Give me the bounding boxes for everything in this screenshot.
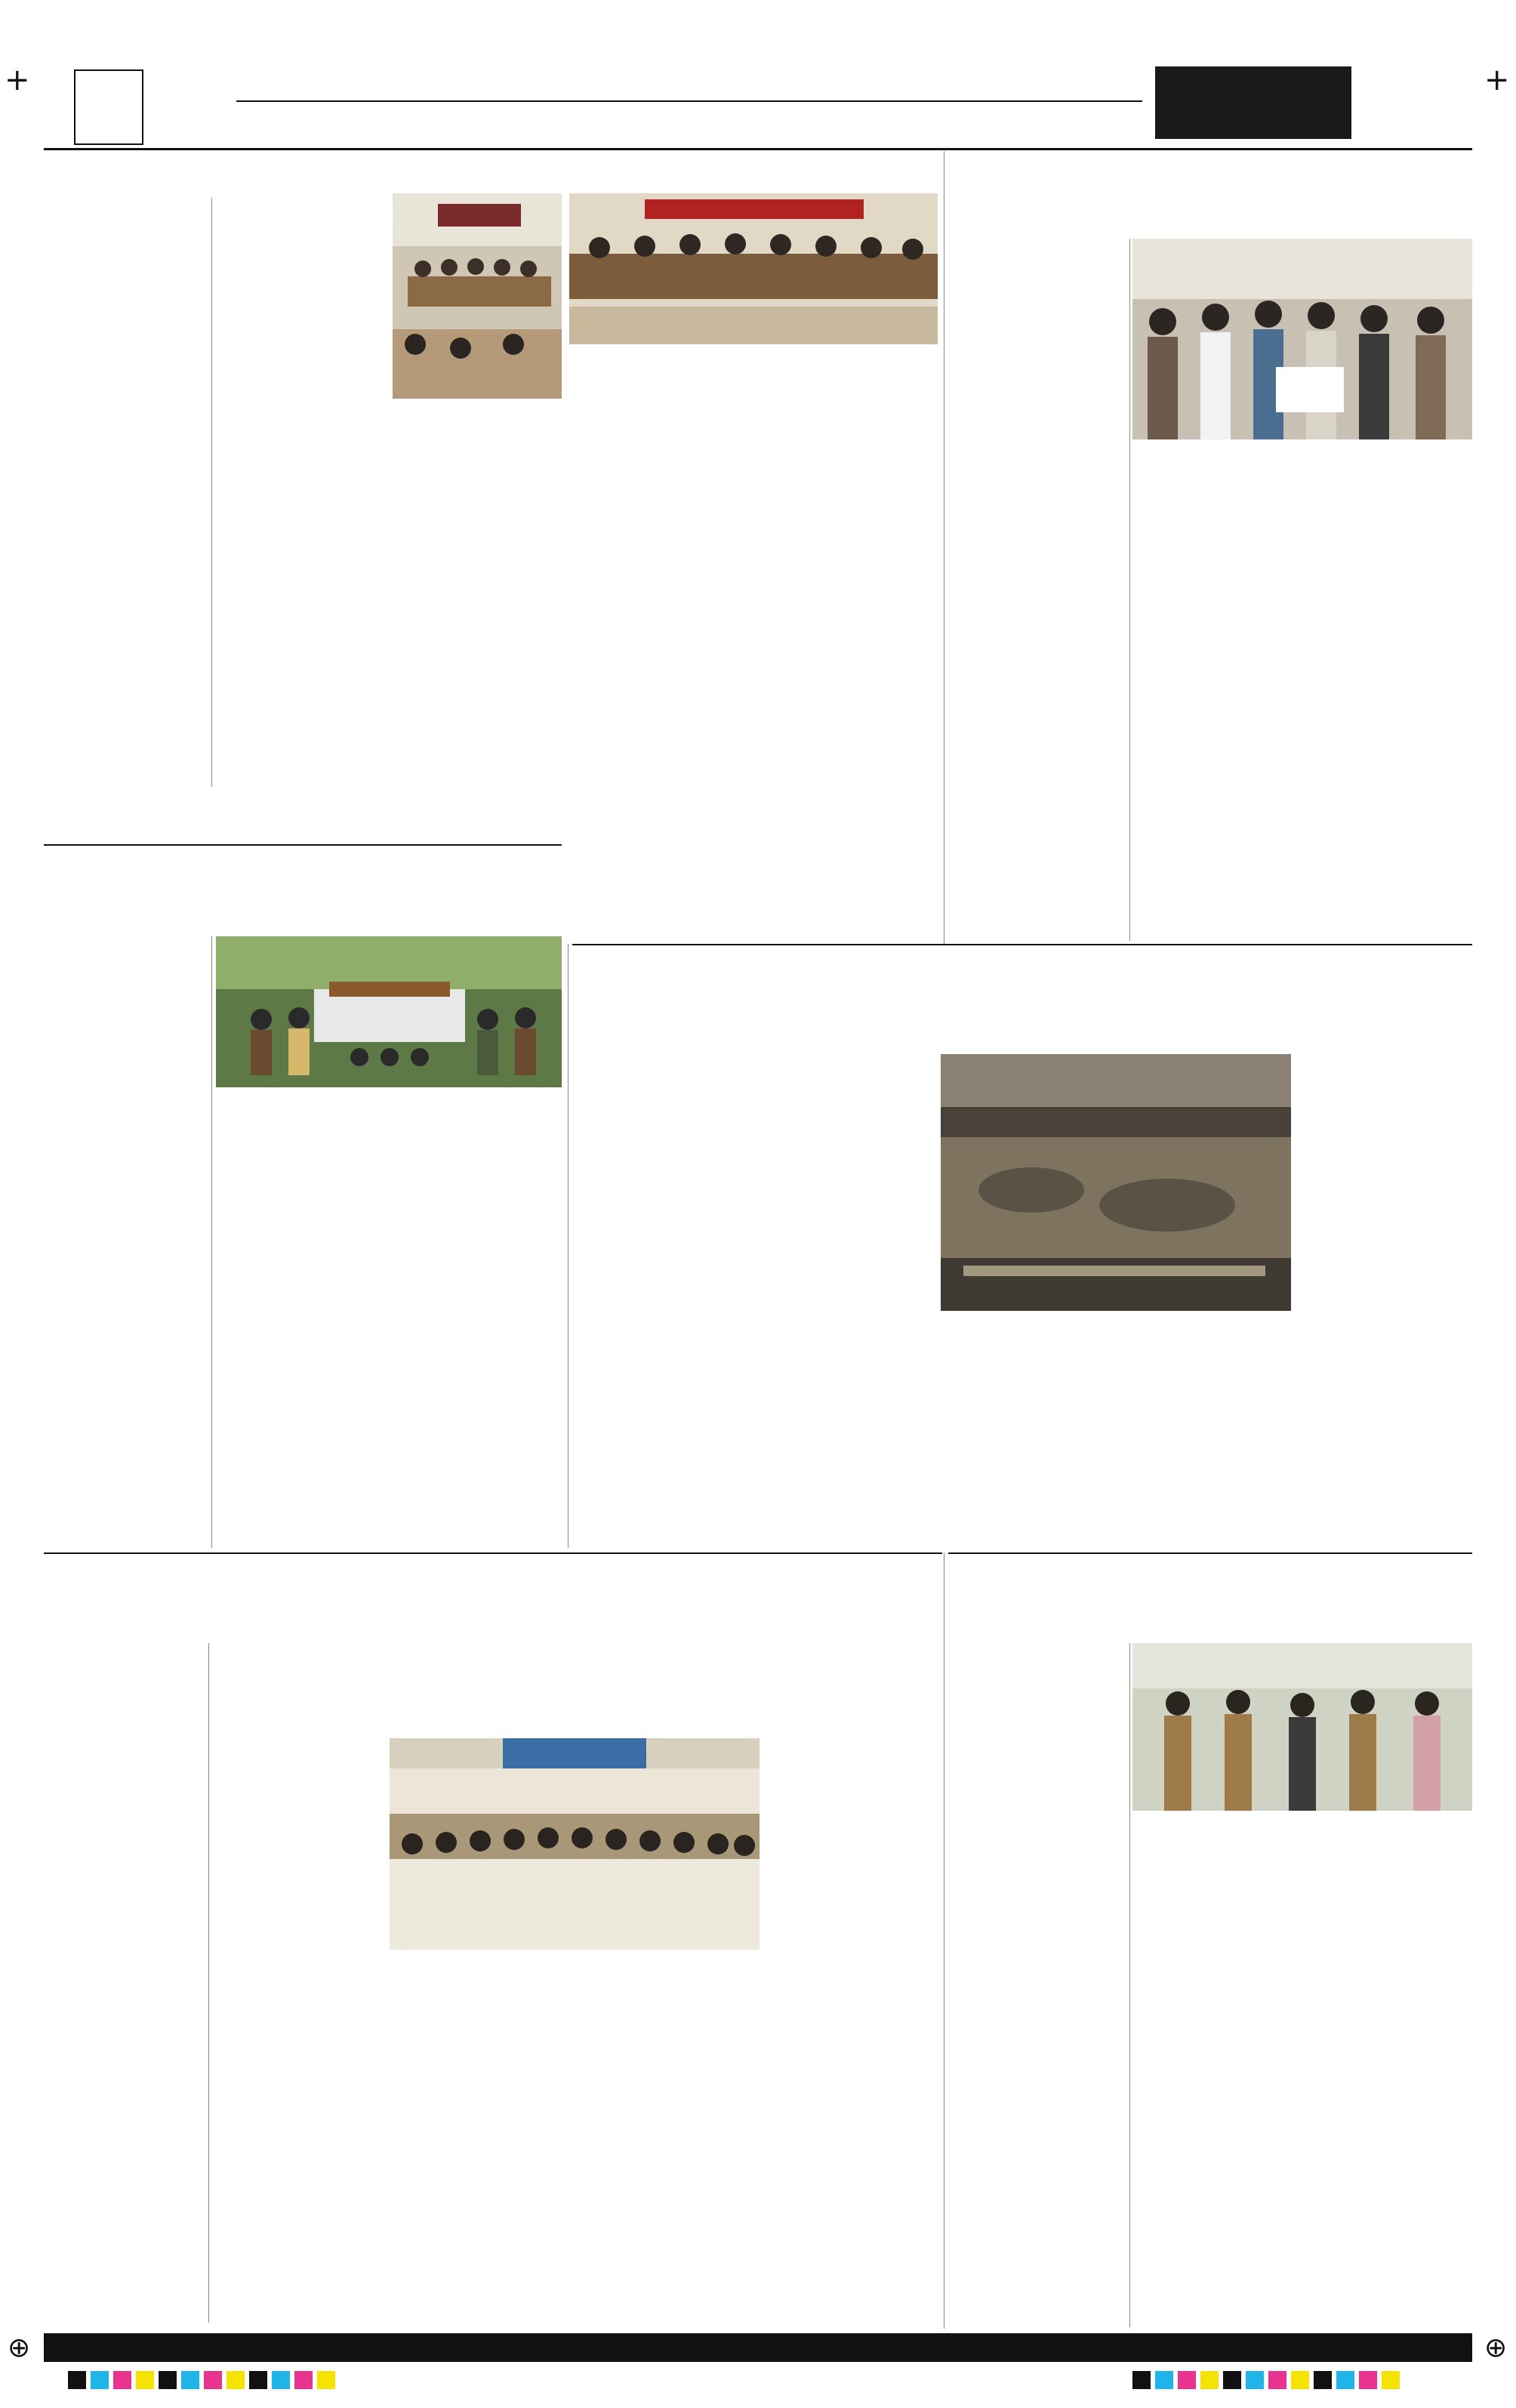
s5-col2 [216, 1643, 382, 1841]
header-rule [44, 148, 1472, 150]
col-divider [211, 198, 212, 787]
col-divider [211, 936, 212, 1548]
masthead-title [1155, 66, 1351, 139]
s1-col4 [569, 384, 749, 686]
s4-drain-photo [941, 1054, 1291, 1311]
s1-col2 [217, 198, 387, 583]
s4-col1 [577, 1054, 747, 1548]
s1-col5 [758, 384, 938, 644]
s3-col3 [393, 1092, 562, 1548]
s1-col1 [44, 356, 205, 787]
s5-rally-photo [390, 1738, 760, 1950]
meeting-photo-illustration [393, 193, 562, 399]
drain-photo-illustration [941, 1054, 1291, 1311]
s6-col2 [1132, 1817, 1299, 2327]
s4-col3 [941, 1315, 1110, 1542]
color-registration-strip [1132, 2371, 1400, 2389]
memorandum-photo-illustration [1132, 239, 1472, 439]
s1-col2b [217, 621, 387, 788]
s5-col4b [581, 2259, 760, 2327]
s2-col1 [948, 405, 1126, 933]
crop-mark-cross: ⊕ [8, 2332, 31, 2363]
s1-col4b [569, 725, 749, 944]
s5-col2c [216, 2140, 382, 2327]
s5-lead [44, 1643, 202, 1756]
section-rule [44, 1552, 942, 1554]
s5-col2b [216, 1880, 382, 2080]
s5-col5 [767, 1643, 938, 2327]
s1-col3 [393, 405, 562, 552]
footer-imprint [53, 2333, 1465, 2362]
s1-col5b [758, 681, 938, 942]
s2-col3 [1306, 447, 1472, 938]
rally-photo-illustration [390, 1738, 760, 1950]
page-number [74, 69, 143, 142]
header-divider [236, 100, 1142, 102]
s5-col3b [390, 1954, 559, 2067]
col-divider [1129, 1643, 1130, 2327]
s2-lead [948, 239, 1126, 393]
col-divider [1129, 239, 1130, 941]
s3-seizure-photo [216, 936, 562, 1087]
crop-mark-plus: + [5, 63, 30, 97]
s4-col5 [1299, 1054, 1472, 1548]
s6-police-photo [1132, 1643, 1472, 1811]
seizure-photo-illustration [216, 936, 562, 1087]
crop-mark-cross: ⊕ [1484, 2332, 1508, 2363]
s3-col2 [216, 1092, 384, 1548]
group-photo-illustration [569, 193, 938, 344]
crop-mark-plus: + [1484, 63, 1510, 97]
col-divider [208, 1643, 209, 2323]
s2-memorandum-photo [1132, 239, 1472, 439]
color-registration-strip [68, 2371, 335, 2389]
s5-col3 [390, 1643, 559, 1729]
s6-col3 [1306, 1817, 1472, 2327]
s2-col2 [1132, 447, 1299, 938]
s1-group-photo [569, 193, 938, 344]
section-rule [572, 944, 1472, 945]
s5-col1 [44, 1759, 202, 2327]
section-rule [44, 844, 562, 846]
s1-col3b [393, 589, 562, 788]
s5-col3c [390, 2104, 559, 2327]
section-rule [948, 1552, 1472, 1554]
s1-meeting-photo [393, 193, 562, 399]
s6-lead [948, 1643, 1126, 1794]
s3-col1 [44, 1155, 207, 1548]
police-photo-illustration [1132, 1643, 1472, 1811]
s1-lead [44, 198, 205, 341]
s4-col2 [755, 1054, 932, 1548]
s5-col4-main [581, 1954, 760, 2215]
s5-col4 [581, 1643, 760, 1728]
s4-col4 [1117, 1315, 1291, 1542]
s6-col1 [948, 1797, 1126, 2327]
s3-lead [44, 936, 207, 1148]
